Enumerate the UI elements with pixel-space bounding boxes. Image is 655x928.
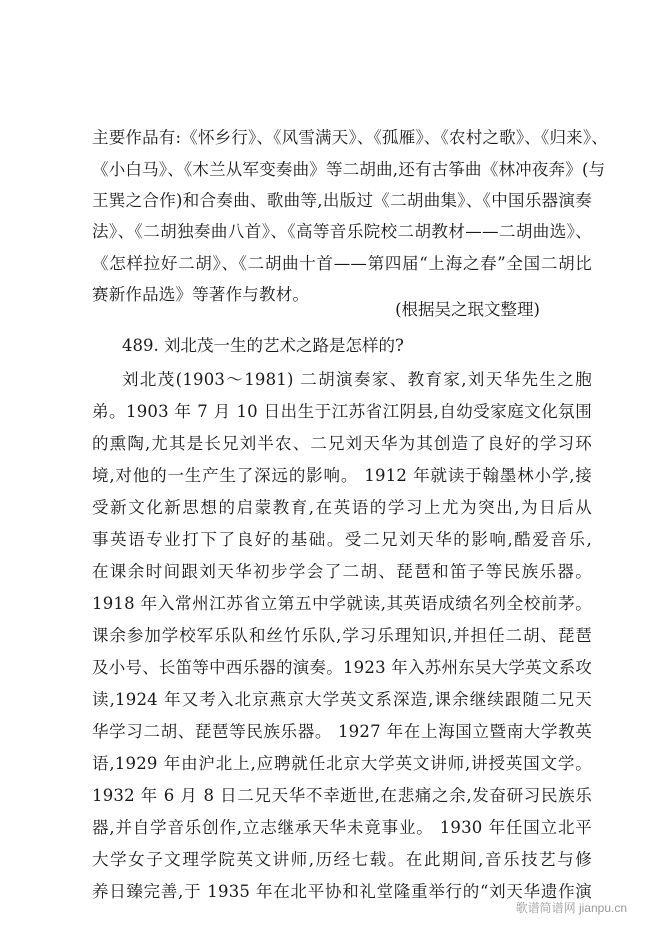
text-line: 课余参加学校军乐队和丝竹乐队,学习乐理知识,并担任二胡、琵琶 bbox=[92, 626, 592, 645]
text-line: 《小白马》、《木兰从军变奏曲》等二胡曲,还有古筝曲《林冲夜奔》(与 bbox=[92, 160, 606, 179]
text-line: 境,对他的一生产生了深远的影响。 1912 年就读于翰墨林小学,接 bbox=[92, 466, 592, 485]
text-line: 《怎样拉好二胡》、《二胡曲十首——第四届“上海之春”全国二胡比 bbox=[92, 254, 592, 273]
text-line: 器,并自学音乐创作,立志继承天华未竟事业。 1930 年任国立北平 bbox=[92, 818, 592, 837]
text-line: 刘北茂(1903～1981) 二胡演奏家、教育家,刘天华先生之胞 bbox=[122, 370, 592, 389]
attribution: (根据吴之珉文整理) bbox=[395, 300, 540, 319]
text-line: 在课余时间跟刘天华初步学会了二胡、琵琶和笛子等民族乐器。 bbox=[92, 562, 592, 581]
text-line: 大学女子文理学院英文讲师,历经七载。在此期间,音乐技艺与修 bbox=[92, 850, 592, 869]
text-line: 主要作品有:《怀乡行》、《风雪满天》、《孤雁》、《农村之歌》、《归来》、 bbox=[92, 128, 609, 147]
text-line: 受新文化新思想的启蒙教育,在英语的学习上尤为突出,为日后从 bbox=[92, 498, 592, 517]
text-line: 及小号、长笛等中西乐器的演奏。1923 年入苏州东吴大学英文系攻 bbox=[92, 658, 592, 677]
text-line: 1918 年入常州江苏省立第五中学就读,其英语成绩名列全校前茅。 bbox=[92, 594, 592, 613]
text-line: 华学习二胡、琵琶等民族乐器。 1927 年在上海国立暨南大学教英 bbox=[92, 722, 592, 741]
text-line: 读,1924 年又考入北京燕京大学英文系深造,课余继续跟随二兄天 bbox=[92, 690, 592, 709]
text-line: 法》、《二胡独奏曲八首》、《高等音乐院校二胡教材——二胡曲选》、 bbox=[92, 222, 592, 241]
text-line: 王巽之合作)和合奏曲、歌曲等,出版过《二胡曲集》、《中国乐器演奏 bbox=[92, 191, 592, 210]
text-line: 1932 年 6 月 8 日二兄天华不幸逝世,在悲痛之余,发奋研习民族乐 bbox=[92, 786, 592, 805]
text-line: 的熏陶,尤其是长兄刘半农、二兄刘天华为其创造了良好的学习环 bbox=[92, 434, 592, 453]
text-line: 弟。1903 年 7 月 10 日出生于江苏省江阴县,自幼受家庭文化氛围 bbox=[92, 402, 592, 421]
text-line: 事英语专业打下了良好的基础。受二兄刘天华的影响,酷爱音乐, bbox=[92, 530, 592, 549]
text-line: 养日臻完善,于 1935 年在北平协和礼堂隆重举行的“刘天华遗作演 bbox=[92, 882, 592, 901]
question-heading: 489. 刘北茂一生的艺术之路是怎样的? bbox=[122, 336, 404, 355]
watermark: 歌谱简谱网 jianpu.cn bbox=[515, 901, 627, 915]
text-line: 语,1929 年由沪北上,应聘就任北京大学英文讲师,讲授英国文学。 bbox=[92, 754, 592, 773]
text-line: 赛新作品选》等著作与教材。 bbox=[92, 285, 310, 304]
